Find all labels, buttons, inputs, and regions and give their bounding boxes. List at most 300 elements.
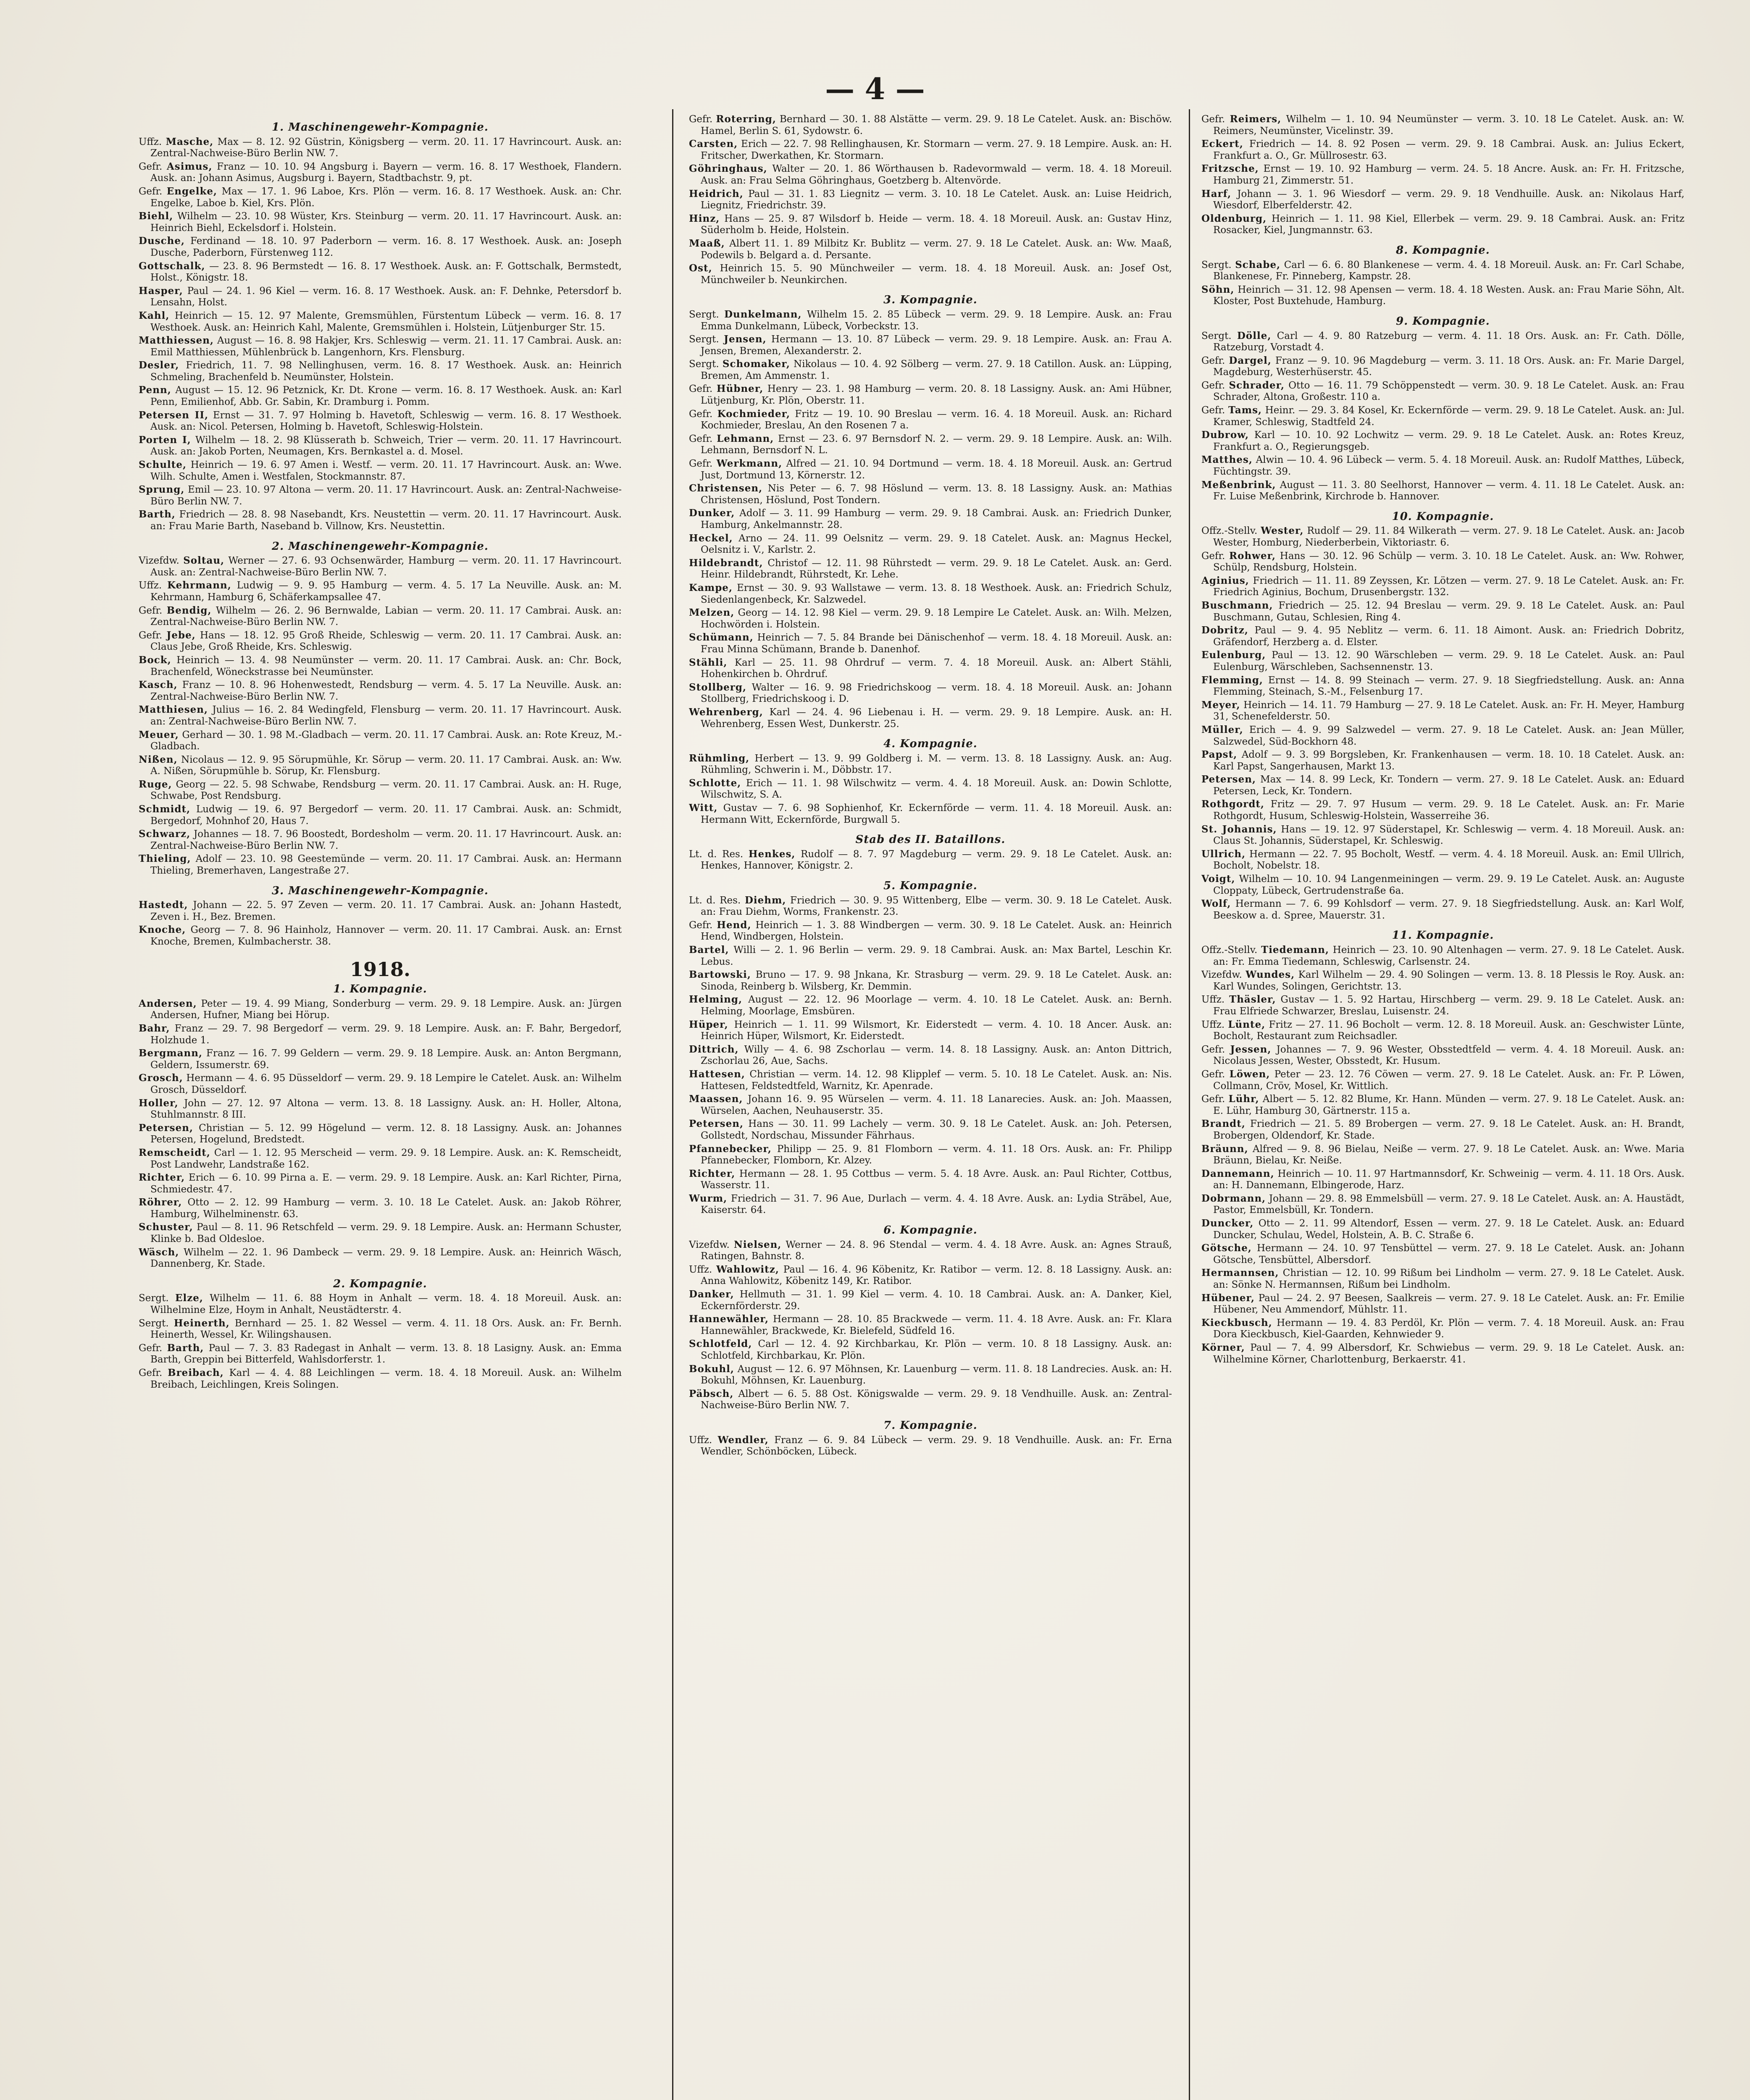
entry-details: Johann 16. 9. 95 Würselen — verm. 4. 11. 18 Lanarecies. Ausk. an: Joh. Maassen, Würselen, Aachen, Neuhauserstr. 35. <box>701 1094 1172 1116</box>
section-heading: 2. Maschinengewehr-Kompagnie. <box>272 540 489 553</box>
casualty-entry <box>689 383 1172 407</box>
casualty-entry <box>689 1289 1172 1312</box>
casualty-entry <box>139 136 622 160</box>
entry-details: Ludwig — 9. 9. 95 Hamburg — verm. 4. 5. 17 La Neuville. Ausk. an: M. Kehrmann, Hamburg 6, Schäferkampsallee 47. <box>150 580 622 603</box>
entry-rank: Gefr. <box>689 114 713 125</box>
entry-rank: Gefr. <box>1201 355 1225 366</box>
entry-name: Porten I, <box>139 434 191 446</box>
entry-name: Dölle, <box>1237 330 1272 341</box>
entry-name: Holler, <box>139 1097 179 1109</box>
entry-name: Schümann, <box>689 632 754 643</box>
entry-name: Meuer, <box>139 729 179 740</box>
casualty-entry <box>1201 1267 1684 1291</box>
entry-rank: Uffz. <box>139 580 162 591</box>
casualty-entry <box>689 309 1172 332</box>
casualty-entry <box>139 235 622 259</box>
entry-details: Wilhelm — 26. 2. 96 Bernwalde, Labian — verm. 20. 11. 17 Cambrai. Ausk. an: Zentral-Nachweise-Büro Berlin NW. 7. <box>150 605 622 628</box>
entry-details: Paul — 8. 11. 96 Retschfeld — verm. 29. 9. 18 Lempire. Ausk. an: Hermann Schuster, Klinke b. Bad Oldesloe. <box>150 1222 622 1245</box>
entry-details: August — 15. 12. 96 Petznick, Kr. Dt. Krone — verm. 16. 8. 17 Westhoek. Ausk. an: Karl Penn, Emilienhof, Abb. Gr. Sabin, Kr. Dramburg i. Pomm. <box>150 385 622 408</box>
casualty-entry <box>689 1264 1172 1287</box>
entry-details: Paul — 7. 3. 83 Radegast in Anhalt — verm. 13. 8. 18 Lasigny. Ausk. an: Emma Barth, Greppin bei Bitterfeld, Wahlsdorferstr. 1. <box>150 1342 622 1365</box>
entry-details: Georg — 7. 8. 96 Hainholz, Hannover — verm. 20. 11. 17 Cambrai. Ausk. an: Ernst Knoche, Bremen, Kulmbacherstr. 38. <box>150 924 622 947</box>
entry-name: Buschmann, <box>1201 599 1273 611</box>
entry-name: Sprung, <box>139 484 185 496</box>
entry-name: Kieckbusch, <box>1201 1317 1272 1328</box>
entry-name: Petersen, <box>1201 774 1256 785</box>
entry-details: Ernst — 30. 9. 93 Wallstawe — verm. 13. 8. 18 Westhoek. Ausk. an: Friedrich Schulz, Siedenlangenbeck, Kr. Salzwedel. <box>701 582 1172 605</box>
entry-name: Tiedemann, <box>1261 944 1329 956</box>
casualty-entry <box>689 1239 1172 1263</box>
entry-details: Werner — 27. 6. 93 Ochsenwärder, Hamburg — verm. 20. 11. 17 Havrincourt. Ausk. an: Zentral-Nachweise-Büro Berlin NW. 7. <box>150 555 622 578</box>
entry-details: Johann — 22. 5. 97 Zeven — verm. 20. 11. 17 Cambrai. Ausk. an: Johann Hastedt, Zeven i. H., Bez. Bremen. <box>150 900 622 922</box>
entry-details: Wilhelm — 1. 10. 94 Neumünster — verm. 3. 10. 18 Le Catelet. Ausk. an: W. Reimers, Neumünster, Vicelinstr. 39. <box>1213 114 1684 136</box>
casualty-entry <box>1201 625 1684 648</box>
entry-details: Hans — 30. 12. 96 Schülp — verm. 3. 10. 18 Le Catelet. Ausk. an: Ww. Rohwer, Schülp, Rendsburg, Holstein. <box>1213 550 1684 573</box>
casualty-entry <box>139 1197 622 1220</box>
entry-name: Christensen, <box>689 483 763 494</box>
page-header: — 4 — <box>825 71 925 106</box>
entry-name: Dobrmann, <box>1201 1192 1266 1204</box>
entry-details: Rudolf — 8. 7. 97 Magdeburg — verm. 29. 9. 18 Le Catelet. Ausk. an: Henkes, Hannover, Königstr. 2. <box>701 848 1172 872</box>
entry-details: Erich — 4. 9. 99 Salzwedel — verm. 27. 9. 18 Le Catelet. Ausk. an: Jean Müller, Salzwedel, Süd-Bockhorn 48. <box>1213 724 1684 747</box>
entry-rank: Gefr. <box>1201 550 1225 562</box>
entry-details: Paul — 24. 2. 97 Beesen, Saalkreis — verm. 27. 9. 18 Le Catelet. Ausk. an: Fr. Emilie Hübener, Neu Ammendorf, Mühlstr. 11. <box>1213 1292 1684 1315</box>
entry-details: Christian — 12. 10. 99 Rißum bei Lindholm — verm. 27. 9. 18 Le Catelet. Ausk. an: Sönke N. Hermannsen, Rißum bei Lindholm. <box>1213 1268 1684 1291</box>
casualty-entry <box>1201 188 1684 212</box>
entry-name: Masche, <box>166 136 214 147</box>
entry-details: Bernhard — 25. 1. 82 Wessel — verm. 4. 11. 18 Ors. Ausk. an: Fr. Bernh. Heinerth, Wessel, Kr. Wilingshausen. <box>150 1318 622 1341</box>
casualty-entry <box>689 632 1172 655</box>
casualty-entry <box>139 853 622 877</box>
entry-details: Karl Wilhelm — 29. 4. 90 Solingen — verm. 13. 8. 18 Plessis le Roy. Ausk. an: Karl Wundes, Solingen, Gerichtstr. 13. <box>1213 969 1684 992</box>
entry-details: Christof — 12. 11. 98 Rührstedt — verm. 29. 9. 18 Le Catelet. Ausk. an: Gerd. Heinr. Hildebrandt, Rührstedt, Kr. Lehe. <box>701 557 1172 580</box>
casualty-entry <box>139 555 622 578</box>
entry-rank: Gefr. <box>689 919 713 931</box>
entry-details: Carl — 12. 4. 92 Kirchbarkau, Kr. Plön — verm. 10. 8 18 Lassigny. Ausk. an: Schlotfeld, Kirchbarkau, Kr. Plön. <box>701 1339 1172 1361</box>
entry-name: Jebe, <box>166 629 196 641</box>
entry-name: Dubrow, <box>1201 429 1249 441</box>
entry-details: Heinrich — 1. 3. 88 Windbergen — verm. 30. 9. 18 Le Catelet. Ausk. an: Heinrich Hend, Windbergen, Holstein. <box>701 919 1172 942</box>
entry-rank: Offz.-Stellv. <box>1201 525 1258 537</box>
entry-details: Hermann — 24. 10. 97 Tensbüttel — verm. 27. 9. 18 Le Catelet. Ausk. an: Johann Götsche, Tensbüttel, Albersdorf. <box>1213 1243 1684 1265</box>
casualty-entry <box>1201 969 1684 992</box>
entry-name: Dunker, <box>689 507 735 519</box>
entry-rank: Lt. d. Res. <box>689 848 744 860</box>
entry-details: Christian — verm. 14. 12. 98 Klipplef — verm. 5. 10. 18 Le Catelet. Ausk. an: Nis. Hattesen, Feldstedtfeld, Warnitz, Kr. Apenrade. <box>701 1068 1172 1092</box>
entry-details: Wilhelm 15. 2. 85 Lübeck — verm. 29. 9. 18 Lempire. Ausk. an: Frau Emma Dunkelmann, Lübeck, Vorbeckstr. 13. <box>701 309 1172 332</box>
casualty-entry <box>689 507 1172 531</box>
entry-rank: Gefr. <box>1201 114 1225 125</box>
casualty-entry <box>1201 798 1684 822</box>
entry-name: Dunkelmann, <box>724 308 802 320</box>
entry-rank: Vizefdw. <box>1201 969 1242 981</box>
entry-details: Ludwig — 19. 6. 97 Bergedorf — verm. 20. 11. 17 Cambrai. Ausk. an: Schmidt, Bergedorf, Mohnhof 20, Haus 7. <box>150 804 622 827</box>
entry-rank: Gefr. <box>139 161 163 172</box>
casualty-entry <box>139 803 622 827</box>
casualty-entry <box>139 1097 622 1121</box>
entry-name: Schlotfeld, <box>689 1338 752 1350</box>
entry-name: Petersen, <box>139 1122 193 1134</box>
entry-details: Otto — 2. 11. 99 Altendorf, Essen — verm. 27. 9. 18 Le Catelet. Ausk. an: Eduard Duncker, Schulau, Wedel, Holstein, A. B. C. Straße 6. <box>1213 1218 1684 1241</box>
entry-details: Carl — 1. 12. 95 Merscheid — verm. 29. 9. 18 Lempire. Ausk. an: K. Remscheidt, Post Landwehr, Landstraße 162. <box>150 1147 622 1170</box>
casualty-entry <box>139 210 622 234</box>
entry-name: Breibach, <box>168 1367 224 1378</box>
casualty-entry <box>689 1363 1172 1387</box>
entry-name: Matthes, <box>1201 454 1253 466</box>
column-2 <box>689 113 1172 2100</box>
entry-name: Knoche, <box>139 924 186 936</box>
casualty-entry <box>139 1172 622 1195</box>
entry-details: Nicolaus — 12. 9. 95 Sörupmühle, Kr. Sörup — verm. 20. 11. 17 Cambrai. Ausk. an: Ww. A. Nißen, Sörupmühle b. Sörup, Kr. Flensburg. <box>150 754 622 777</box>
entry-details: Werner — 24. 8. 96 Stendal — verm. 4. 4. 18 Avre. Ausk. an: Agnes Strauß, Ratingen, Bahnstr. 8. <box>701 1239 1172 1262</box>
casualty-entry <box>139 1221 622 1245</box>
entry-details: Paul — 31. 1. 83 Liegnitz — verm. 3. 10. 18 Le Catelet. Ausk. an: Luise Heidrich, Liegnitz, Friedrichstr. 39. <box>701 188 1172 211</box>
entry-name: Meßenbrink, <box>1201 479 1276 491</box>
entry-name: Schuster, <box>139 1221 193 1233</box>
entry-details: August — 22. 12. 96 Moorlage — verm. 4. 10. 18 Le Catelet. Ausk. an: Bernh. Helming, Moorlage, Emsbüren. <box>701 994 1172 1017</box>
entry-details: Johann — 3. 1. 96 Wiesdorf — verm. 29. 9. 18 Vendhuille. Ausk. an: Nikolaus Harf, Wiesdorf, Elberfelderstr. 42. <box>1213 188 1684 211</box>
casualty-entry <box>1201 550 1684 574</box>
entry-details: Philipp — 25. 9. 81 Flomborn — verm. 4. 11. 18 Ors. Ausk. an: Fr. Philipp Pfannebecker, Flomborn, Kr. Alzey. <box>701 1143 1172 1166</box>
entry-name: Danker, <box>689 1289 734 1300</box>
casualty-entry <box>1201 429 1684 453</box>
casualty-entry <box>1201 113 1684 137</box>
entry-details: Paul — 16. 4. 96 Köbenitz, Kr. Ratibor — verm. 12. 8. 18 Lassigny. Ausk. an: Anna Wahlowitz, Köbenitz 149, Kr. Ratibor. <box>701 1264 1172 1287</box>
entry-details: Alwin — 10. 4. 96 Lübeck — verm. 5. 4. 18 Moreuil. Ausk. an: Rudolf Matthes, Lübeck, Füchtingstr. 39. <box>1213 454 1684 478</box>
section-heading: 1. Maschinengewehr-Kompagnie. <box>272 121 489 134</box>
entry-name: Päbsch, <box>689 1388 734 1399</box>
entry-rank: Sergt. <box>1201 330 1232 341</box>
entry-name: Hinz, <box>689 213 720 224</box>
entry-name: Bock, <box>139 654 171 666</box>
entry-details: Friedrich — 21. 5. 89 Brobergen — verm. 27. 9. 18 Le Catelet. Ausk. an: H. Brandt, Brobergen, Oldendorf, Kr. Stade. <box>1213 1118 1684 1141</box>
entry-rank: Lt. d. Res. <box>689 895 741 906</box>
entry-details: Ernst — 19. 10. 92 Hamburg — verm. 24. 5. 18 Ancre. Ausk. an: Fr. H. Fritzsche, Hamburg 21, Zimmerstr. 51. <box>1213 163 1684 186</box>
entry-name: Jessen, <box>1230 1043 1272 1055</box>
entry-details: Nikolaus — 10. 4. 92 Sölberg — verm. 27. 9. 18 Catillon. Ausk. an: Lüpping, Bremen, Am Ammenstr. 1. <box>701 359 1172 381</box>
casualty-entry <box>1201 525 1684 549</box>
entry-name: Schabe, <box>1235 259 1281 270</box>
entry-details: Hermann — 7. 6. 99 Kohlsdorf — verm. 27. 9. 18 Siegfriedstellung. Ausk. an: Karl Wolf, Beeskow a. d. Spree, Mauerstr. 31. <box>1213 898 1684 921</box>
section-heading: 3. Kompagnie. <box>883 294 977 307</box>
entry-name: Bräunn, <box>1201 1143 1248 1155</box>
casualty-entry <box>139 1342 622 1366</box>
entry-details: Georg — 22. 5. 98 Schwabe, Rendsburg — verm. 20. 11. 17 Cambrai. Ausk. an: H. Ruge, Schwabe, Post Rendsburg. <box>150 779 622 802</box>
entry-details: Walter — 20. 1. 86 Wörthausen b. Radevormwald — verm. 18. 4. 18 Moreuil. Ausk. an: Frau Selma Göhringhaus, Goetzberg b. Altenvörde. <box>701 163 1172 186</box>
entry-name: Hastedt, <box>139 899 188 911</box>
entry-details: Hermann — 28. 1. 95 Cottbus — verm. 5. 4. 18 Avre. Ausk. an: Paul Richter, Cottbus, Wasserstr. 11. <box>701 1168 1172 1191</box>
casualty-entry <box>689 1118 1172 1142</box>
entry-details: Hans — 25. 9. 87 Wilsdorf b. Heide — verm. 18. 4. 18 Moreuil. Ausk. an: Gustav Hinz, Süderholm b. Heide, Holstein. <box>701 213 1172 236</box>
casualty-entry <box>1201 1019 1684 1042</box>
entry-name: Hasper, <box>139 285 183 297</box>
entry-details: Erich — 6. 10. 99 Pirna a. E. — verm. 29. 9. 18 Lempire. Ausk. an: Karl Richter, Pirna, Schmiedestr. 47. <box>150 1172 622 1195</box>
entry-name: Wahlowitz, <box>716 1263 779 1275</box>
casualty-entry <box>139 186 622 209</box>
entry-details: Franz — 10. 10. 94 Angsburg i. Bayern — verm. 16. 8. 17 Westhoek, Flandern. Ausk. an: Johann Asimus, Augsburg i. Bayern, Stadtbachstr. 9, pt. <box>150 161 622 184</box>
casualty-entry <box>689 408 1172 432</box>
entry-rank: Vizefdw. <box>689 1239 730 1250</box>
casualty-entry <box>689 1168 1172 1192</box>
entry-details: Willi — 2. 1. 96 Berlin — verm. 29. 9. 18 Cambrai. Ausk. an: Max Bartel, Leschin Kr. Lebus. <box>701 945 1172 967</box>
entry-name: Götsche, <box>1201 1242 1252 1254</box>
entry-name: Nielsen, <box>733 1239 782 1250</box>
casualty-entry <box>139 998 622 1021</box>
entry-details: Heinrich — 10. 11. 97 Hartmannsdorf, Kr. Schweinig — verm. 4. 11. 18 Ors. Ausk. an: H. Dannemann, Elbingerode, Harz. <box>1213 1168 1684 1191</box>
casualty-entry <box>1201 284 1684 307</box>
entry-details: Julius — 16. 2. 84 Wedingfeld, Flensburg — verm. 20. 11. 17 Havrincourt. Ausk. an: Zentral-Nachweise-Büro Berlin NW. 7. <box>150 704 622 727</box>
entry-rank: Gefr. <box>139 1342 163 1354</box>
entry-name: Schrader, <box>1229 379 1285 391</box>
casualty-entry <box>689 1044 1172 1067</box>
entry-name: Helming, <box>689 994 742 1005</box>
casualty-entry <box>139 1247 622 1270</box>
casualty-entry <box>139 484 622 507</box>
casualty-entry <box>139 1122 622 1146</box>
entry-details: Carl — 6. 6. 80 Blankenese — verm. 4. 4. 18 Moreuil. Ausk. an: Fr. Carl Schabe, Blankenese, Fr. Pinneberg, Kampstr. 28. <box>1213 259 1684 282</box>
entry-name: Bartowski, <box>689 969 751 981</box>
entry-name: Meyer, <box>1201 699 1240 711</box>
entry-details: Paul — 9. 4. 95 Neblitz — verm. 6. 11. 18 Aimont. Ausk. an: Friedrich Dobritz, Gräfendorf, Herzberg a. d. Elster. <box>1213 625 1684 648</box>
casualty-entry <box>139 899 622 923</box>
entry-name: Kampe, <box>689 582 733 593</box>
entry-name: Heidrich, <box>689 188 744 200</box>
entry-name: Duncker, <box>1201 1218 1254 1229</box>
entry-name: Bartel, <box>689 944 729 956</box>
casualty-entry <box>1201 330 1684 354</box>
entry-details: Hermann — 13. 10. 87 Lübeck — verm. 29. 9. 18 Lempire. Ausk. an: Frau A. Jensen, Bremen, Alexanderstr. 2. <box>701 334 1172 357</box>
casualty-entry <box>1201 1242 1684 1266</box>
entry-details: Karl — 25. 11. 98 Ohrdruf — verm. 7. 4. 18 Moreuil. Ausk. an: Albert Stähli, Hohenkirchen b. Ohrdruf. <box>701 657 1172 680</box>
entry-name: Eckert, <box>1201 138 1243 150</box>
casualty-entry <box>139 630 622 653</box>
entry-rank: Uffz. <box>689 1264 712 1275</box>
entry-name: Richter, <box>139 1172 185 1184</box>
entry-name: Bokuhl, <box>689 1363 734 1375</box>
casualty-entry <box>689 682 1172 705</box>
entry-details: Heinrich — 1. 11. 99 Wilsmort, Kr. Eiderstedt — verm. 4. 10. 18 Ancer. Ausk. an: Heinrich Hüper, Wilsmort, Kr. Eiderstedt. <box>701 1019 1172 1042</box>
entry-name: Brandt, <box>1201 1118 1245 1130</box>
section-heading: 5. Kompagnie. <box>883 879 977 892</box>
entry-details: Alfred — 21. 10. 94 Dortmund — verm. 18. 4. 18 Moreuil. Ausk. an: Gertrud Just, Dortmund 13, Körnerstr. 12. <box>701 458 1172 481</box>
entry-name: Schulte, <box>139 459 187 471</box>
entry-name: Eulenburg, <box>1201 649 1266 661</box>
casualty-entry <box>689 848 1172 872</box>
casualty-entry <box>1201 675 1684 698</box>
entry-details: Wilhelm — 22. 1. 96 Dambeck — verm. 29. 9. 18 Lempire. Ausk. an: Heinrich Wäsch, Dannenberg, Kr. Stade. <box>150 1247 622 1270</box>
casualty-entry <box>139 360 622 383</box>
casualty-entry <box>1201 213 1684 236</box>
entry-details: Heinrich — 15. 12. 97 Malente, Gremsmühlen, Fürstentum Lübeck — verm. 16. 8. 17 Westhoek. Ausk. an: Heinrich Kahl, Malente, Gremsmühlen i. Holstein, Lütjenburger Str. 15. <box>150 310 622 333</box>
entry-details: Hans — 18. 12. 95 Groß Rheide, Schleswig — verm. 20. 11. 17 Cambrai. Ausk. an: Claus Jebe, Groß Rheide, Krs. Schleswig. <box>150 630 622 653</box>
casualty-entry <box>1201 479 1684 503</box>
casualty-entry <box>1201 404 1684 428</box>
entry-details: Franz — 9. 10. 96 Magdeburg — verm. 3. 11. 18 Ors. Ausk. an: Fr. Marie Dargel, Magdeburg, Westerhüserstr. 45. <box>1213 355 1684 378</box>
entry-details: Erich — 22. 7. 98 Rellinghausen, Kr. Stormarn — verm. 27. 9. 18 Lempire. Ausk. an: H. Fritscher, Dwerkathen, Kr. Stormarn. <box>701 139 1172 161</box>
entry-name: Matthiesen, <box>139 704 208 716</box>
entry-details: Heinrich — 7. 5. 84 Brande bei Dänischenhof — verm. 18. 4. 18 Moreuil. Ausk. an: Frau Minna Schümann, Brande b. Danenhof. <box>701 632 1172 655</box>
entry-name: Söhn, <box>1201 284 1235 295</box>
entry-details: August — 12. 6. 97 Möhnsen, Kr. Lauenburg — verm. 11. 8. 18 Landrecies. Ausk. an: H. Bokuhl, Möhnsen, Kr. Lauenburg. <box>701 1363 1172 1386</box>
entry-details: Hans — 30. 11. 99 Lachely — verm. 30. 9. 18 Le Catelet. Ausk. an: Joh. Petersen, Gollstedt, Nordschau, Missunder Fährhaus. <box>701 1118 1172 1141</box>
casualty-entry <box>1201 1317 1684 1341</box>
entry-name: Carsten, <box>689 138 738 150</box>
casualty-entry <box>689 557 1172 581</box>
entry-details: Emil — 23. 10. 97 Altona — verm. 20. 11. 17 Havrincourt. Ausk. an: Zentral-Nachweise-Büro Berlin NW. 7. <box>150 484 622 507</box>
casualty-entry <box>139 335 622 358</box>
casualty-entry <box>139 509 622 532</box>
casualty-entry <box>1201 163 1684 186</box>
entry-details: Henry — 23. 1. 98 Hamburg — verm. 20. 8. 18 Lassigny. Ausk. an: Ami Hübner, Lütjenburg, Kr. Plön, Oberstr. 11. <box>701 383 1172 407</box>
casualty-entry <box>689 657 1172 680</box>
casualty-entry <box>139 434 622 458</box>
entry-name: Hermannsen, <box>1201 1267 1279 1279</box>
entry-name: Melzen, <box>689 607 735 619</box>
casualty-entry <box>689 802 1172 826</box>
casualty-entry <box>1201 600 1684 623</box>
casualty-entry <box>139 679 622 703</box>
entry-details: Franz — 29. 7. 98 Bergedorf — verm. 29. 9. 18 Lempire. Ausk. an: F. Bahr, Bergedorf, Holzhude 1. <box>150 1023 622 1046</box>
entry-name: Rohwer, <box>1229 550 1276 562</box>
entry-rank: Uffz. <box>689 1434 712 1446</box>
entry-name: Heckel, <box>689 532 733 544</box>
entry-details: Otto — 2. 12. 99 Hamburg — verm. 3. 10. 18 Le Catelet. Ausk. an: Jakob Röhrer, Hamburg, Wilhelminenstr. 63. <box>150 1197 622 1220</box>
entry-name: Barth, <box>139 509 176 520</box>
entry-details: Heinr. — 29. 3. 84 Kosel, Kr. Eckernförde — verm. 29. 9. 18 Le Catelet. Ausk. an: Jul. Kramer, Schleswig, Stadtfeld 24. <box>1213 405 1684 428</box>
entry-name: Richter, <box>689 1168 736 1179</box>
casualty-entry <box>139 384 622 408</box>
casualty-entry <box>139 1023 622 1046</box>
entry-details: Wilhelm — 11. 6. 88 Hoym in Anhalt — verm. 18. 4. 18 Moreuil. Ausk. an: Wilhelmine Elze, Hoym in Anhalt, Neustädterstr. 4. <box>150 1293 622 1316</box>
entry-details: Rudolf — 29. 11. 84 Wilkerath — verm. 27. 9. 18 Le Catelet. Ausk. an: Jacob Wester, Homburg, Niederberbein, Viktoriastr. 6. <box>1213 525 1684 548</box>
entry-name: Dargel, <box>1229 354 1272 366</box>
entry-details: Heinrich — 13. 4. 98 Neumünster — verm. 20. 11. 17 Cambrai. Ausk. an: Chr. Bock, Brachenfeld, Wöneckstrasse bei Neumünster. <box>150 654 622 677</box>
entry-details: Heinrich — 31. 12. 98 Apensen — verm. 18. 4. 18 Westen. Ausk. an: Frau Marie Söhn, Alt. Kloster, Post Buxtehude, Hamburg. <box>1213 284 1684 307</box>
casualty-entry <box>1201 1193 1684 1216</box>
casualty-entry <box>689 607 1172 630</box>
entry-name: Papst, <box>1201 749 1238 761</box>
column-divider <box>672 109 673 2100</box>
entry-name: Soltau, <box>183 555 225 567</box>
casualty-entry <box>139 310 622 333</box>
entry-name: Kehrmann, <box>167 580 231 591</box>
casualty-entry <box>689 777 1172 801</box>
casualty-entry <box>1201 1218 1684 1241</box>
entry-rank: Gefr. <box>139 630 163 641</box>
entry-name: Schomaker, <box>722 358 790 370</box>
casualty-entry <box>1201 1118 1684 1142</box>
casualty-entry <box>139 459 622 483</box>
entry-rank: Gefr. <box>139 186 163 197</box>
casualty-entry <box>689 188 1172 212</box>
casualty-entry <box>689 994 1172 1017</box>
casualty-entry <box>689 483 1172 506</box>
casualty-entry <box>1201 994 1684 1017</box>
casualty-entry <box>139 754 622 777</box>
casualty-entry <box>1201 873 1684 897</box>
entry-details: Gustav — 1. 5. 92 Hartau, Hirschberg — verm. 29. 9. 18 Le Catelet. Ausk. an: Frau Elfriede Schwarzer, Breslau, Luisenstr. 24. <box>1213 994 1684 1017</box>
column-1 <box>139 113 622 2100</box>
casualty-entry <box>139 580 622 603</box>
entry-rank: Gefr. <box>689 433 713 444</box>
entry-rank: Gefr. <box>689 383 713 395</box>
entry-rank: Sergt. <box>689 334 719 345</box>
entry-details: Erich — 11. 1. 98 Wilschwitz — verm. 4. 4. 18 Moreuil. Ausk. an: Dowin Schlotte, Wilschwitz, S. A. <box>701 777 1172 801</box>
section-heading: 9. Kompagnie. <box>1396 315 1490 328</box>
entry-name: Hübner, <box>716 383 764 395</box>
entry-name: Thieling, <box>139 853 191 865</box>
entry-name: Bendig, <box>166 604 212 616</box>
entry-name: Harf, <box>1201 188 1232 200</box>
entry-name: Kasch, <box>139 679 178 691</box>
casualty-entry <box>689 533 1172 556</box>
entry-details: — 23. 8. 96 Bermstedt — 16. 8. 17 Westhoek. Ausk. an: F. Gottschalk, Bermstedt, Holst., Königstr. 18. <box>150 260 622 284</box>
entry-details: Wilhelm — 23. 10. 98 Wüster, Krs. Steinburg — verm. 20. 11. 17 Havrincourt. Ausk. an: Heinrich Biehl, Eckelsdorf i. Holstein. <box>150 211 622 234</box>
section-heading: 7. Kompagnie. <box>883 1419 977 1432</box>
entry-name: Maaß, <box>689 237 725 249</box>
casualty-entry <box>689 944 1172 968</box>
entry-name: Wundes, <box>1245 969 1295 981</box>
casualty-entry <box>139 285 622 309</box>
entry-details: Franz — 10. 8. 96 Hohenwestedt, Rendsburg — verm. 4. 5. 17 La Neuville. Ausk. an: Zentral-Nachweise-Büro Berlin NW. 7. <box>150 680 622 702</box>
entry-details: August — 16. 8. 98 Hakjer, Krs. Schleswig — verm. 21. 11. 17 Cambrai. Ausk. an: Emil Matthiessen, Mühlenbrück b. Langenhorn, Krs. Flensburg. <box>150 335 622 358</box>
section-heading: 3. Maschinengewehr-Kompagnie. <box>272 884 489 897</box>
casualty-entry <box>1201 1342 1684 1365</box>
entry-details: Hans — 19. 12. 97 Süderstapel, Kr. Schleswig — verm. 4. 18 Moreuil. Ausk. an: Claus St. Johannis, Süderstapel, Kr. Schleswig. <box>1213 824 1684 847</box>
entry-name: Körner, <box>1201 1342 1245 1353</box>
entry-name: Desler, <box>139 360 179 371</box>
entry-name: Henkes, <box>748 848 796 860</box>
entry-details: Hermann — 19. 4. 83 Perdöl, Kr. Plön — verm. 7. 4. 18 Moreuil. Ausk. an: Frau Dora Kieckbusch, Kiel-Gaarden, Kehnwieder 9. <box>1213 1317 1684 1340</box>
entry-details: Herbert — 13. 9. 99 Goldberg i. M. — verm. 13. 8. 18 Lassigny. Ausk. an: Aug. Rühmling, Schwerin i. M., Döbbstr. 17. <box>701 753 1172 776</box>
casualty-entry <box>139 260 622 284</box>
entry-details: Wilhelm — 10. 10. 94 Langenmeiningen — verm. 29. 9. 19 Le Catelet. Ausk. an: Auguste Cloppaty, Lübeck, Gertrudenstraße 6a. <box>1213 874 1684 896</box>
entry-details: Heinrich — 19. 6. 97 Amen i. Westf. — verm. 20. 11. 17 Havrincourt. Ausk. an: Wwe. Wilh. Schulte, Amen i. Westfalen, Stockmannstr. 87. <box>150 459 622 482</box>
casualty-entry <box>139 924 622 948</box>
entry-name: Rothgordt, <box>1201 798 1265 810</box>
casualty-entry <box>1201 699 1684 723</box>
entry-name: Wehrenberg, <box>689 706 763 718</box>
entry-name: Witt, <box>689 802 718 814</box>
casualty-entry <box>139 828 622 852</box>
entry-details: Paul — 13. 12. 90 Wärschleben — verm. 29. 9. 18 Le Catelet. Ausk. an: Paul Eulenburg, Wärschleben, Sachsennenstr. 13. <box>1213 650 1684 672</box>
entry-name: Göhringhaus, <box>689 163 767 175</box>
entry-name: Penn, <box>139 384 171 396</box>
entry-name: Ruge, <box>139 778 172 790</box>
entry-rank: Sergt. <box>139 1293 169 1304</box>
entry-name: Flemming, <box>1201 674 1263 686</box>
entry-details: Albert 11. 1. 89 Milbitz Kr. Bublitz — verm. 27. 9. 18 Le Catelet. Ausk. an: Ww. Maaß, Podewils b. Belgard a. d. Persante. <box>701 238 1172 261</box>
entry-details: Willy — 4. 6. 98 Zschorlau — verm. 14. 8. 18 Lassigny. Ausk. an: Anton Dittrich, Zschorlau 26, Aue, Sachs. <box>701 1044 1172 1067</box>
entry-details: Karl — 10. 10. 92 Lochwitz — verm. 29. 9. 18 Le Catelet. Ausk. an: Rotes Kreuz, Frankfurt a. O., Regierungsgeb. <box>1213 430 1684 452</box>
casualty-entry <box>1201 1143 1684 1167</box>
entry-name: Dobritz, <box>1201 625 1248 636</box>
entry-rank: Sergt. <box>689 309 719 320</box>
casualty-entry <box>1201 749 1684 772</box>
casualty-entry <box>689 1434 1172 1458</box>
entry-details: Friedrich, 11. 7. 98 Nellinghusen, verm. 16. 8. 17 Westhoek. Ausk. an: Heinrich Schmeling, Brachenfeld b. Neumünster, Holstein. <box>150 360 622 383</box>
entry-name: Engelke, <box>166 185 218 197</box>
entry-details: Otto — 16. 11. 79 Schöppenstedt — verm. 30. 9. 18 Le Catelet. Ausk. an: Frau Schrader, Altona, Großestr. 110 a. <box>1213 380 1684 403</box>
entry-name: Hüper, <box>689 1018 728 1030</box>
casualty-entry <box>1201 355 1684 378</box>
casualty-entry <box>689 969 1172 992</box>
section-heading: 11. Kompagnie. <box>1392 929 1494 942</box>
entry-details: Johannes — 7. 9. 96 Wester, Obsstedtfeld — verm. 4. 4. 18 Moreuil. Ausk. an: Nicolaus Jessen, Wester, Obsstedt, Kr. Husum. <box>1213 1044 1684 1067</box>
section-heading: 2. Kompagnie. <box>333 1277 427 1290</box>
entry-name: Dittrich, <box>689 1043 739 1055</box>
casualty-entry <box>1201 1168 1684 1192</box>
